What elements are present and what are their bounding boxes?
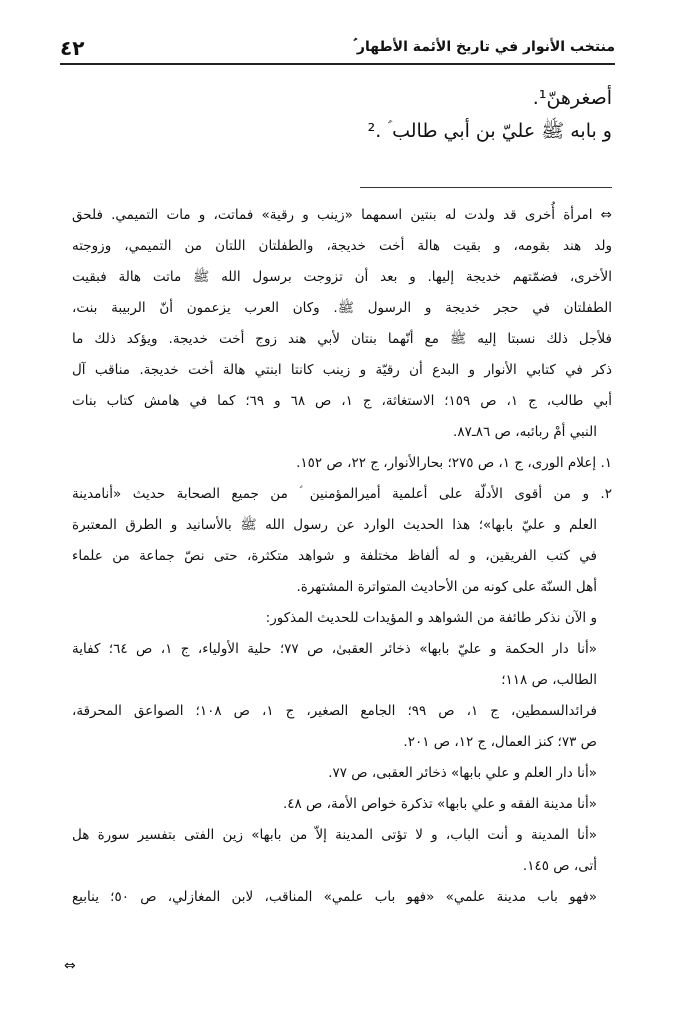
- footnote-line: ⇔ امرأة أُخرى قد ولدت له بنتين اسمهما «زينب و رقية» فماتت، و مات التميمي. فلحق: [72, 207, 612, 223]
- footnote-line: الأخرى، فضمّتهم خديجة إليها. و بعد أن تزوجت برسول الله ﷺ ماتت هالة فبقيت: [72, 269, 612, 285]
- footnote-line: الطفلتان في حجر خديجة و الرسول ﷺ. وكان العرب يزعمون أنّ الربيبة بنت،: [72, 300, 612, 316]
- footnote-line: النبي أمْ ربائبه، ص ٨٦ـ٨٧.: [453, 424, 597, 440]
- footnote-line: ذكر في كتابي الأنوار و البدع أن رقيّة و زينب كانتا ابنتي هالة أخت خديجة. مناقب آل: [72, 362, 612, 378]
- main-line: أصغرهنّ¹.: [532, 87, 612, 109]
- footnote-line: «أنا المدينة و أنت الباب، و لا تؤتى المدينة إلاّ من بابها» زين الفتى بتفسير سورة هل: [72, 827, 597, 843]
- footnote-line: فرائدالسمطين، ج ١، ص ٩٩؛ الجامع الصغير، ج ١، ص ١٠٨؛ الصواعق المحرقة،: [72, 703, 597, 719]
- running-title: منتخب الأنوار في تاريخ الأئمة الأطهار ؑ: [353, 39, 615, 55]
- footnote-line: ص ٧٣؛ كنز العمال، ج ١٢، ص ٢٠١.: [403, 734, 597, 750]
- footnote-line: أهل السنّة على كونه من الأحاديث المتواترة المشتهرة.: [296, 579, 597, 595]
- footnote-line: «أنا دار العلم و علي بابها» ذخائر العقبى، ص ٧٧.: [328, 765, 597, 781]
- footnote-line: «فهو باب مدينة علمي» «فهو باب علمي» المناقب، لابن المغازلي، ص ٥٠؛ ينابيع: [72, 889, 598, 905]
- footnote-line: «أنا مدينة الفقه و علي بابها» تذكرة خواص الأمة، ص ٤٨.: [282, 796, 597, 812]
- footnote-line: ١. إعلام الورى، ج ١، ص ٢٧٥؛ بحارالأنوار، ج ٢٢، ص ١٥٢.: [296, 455, 612, 471]
- footnote-separator: [360, 187, 612, 188]
- footnote-line: في كتب الفريقين، و له ألفاظ مختلفة و شواهد متكثرة، حتى نصّ جماعة من علماء: [72, 548, 597, 564]
- main-line: و بابه ﷺ عليّ بن أبي طالب ؑ .²: [367, 120, 612, 142]
- page-number: ٤٢: [60, 36, 85, 60]
- header-rule: [60, 63, 615, 65]
- page-header: [60, 36, 615, 62]
- footnote-line: «أنا دار الحكمة و عليّ بابها» ذخائر العقبىٰ، ص ٧٧؛ حلية الأولياء، ج ١، ص ٦٤؛ كفاية: [72, 641, 598, 657]
- footnote-line: ولد هند بقومه، و بقيت هالة أخت خديجة، والطفلتان اللتان من التميمي، وزوجته: [72, 238, 612, 254]
- footnote-line: ٢. و من أقوى الأدلّة على أعلمية أميرالمؤمنين ؑ من جميع الصحابة حديث «أنامدينة: [72, 486, 612, 502]
- footnote-line: فلأجل ذلك نسبتا إليه ﷺ مع أنّهما بنتان لأبي هند زوج أخت خديجة. ويؤكد ذلك ما: [72, 331, 612, 347]
- footnotes: [72, 200, 612, 913]
- footnote-line: أبي طالب، ج ١، ص ١٥٩؛ الاستغاثة، ج ١، ص ٦٨ و ٦٩؛ كما في هامش كتاب بنات: [72, 393, 613, 409]
- footnote-line: أتى، ص ١٤٥.: [522, 858, 597, 874]
- continuation-mark: ⇔: [64, 958, 76, 974]
- main-text: [60, 82, 612, 148]
- footnote-line: و الآن نذكر طائفة من الشواهد و المؤيدات للحديث المذكور:: [265, 610, 597, 626]
- footnote-line: العلم و عليّ بابها»؛ هذا الحديث الوارد عن رسول الله ﷺ بالأسانيد و الطرق المعتبرة: [72, 517, 597, 533]
- footnote-line: الطالب، ص ١١٨؛: [501, 672, 597, 688]
